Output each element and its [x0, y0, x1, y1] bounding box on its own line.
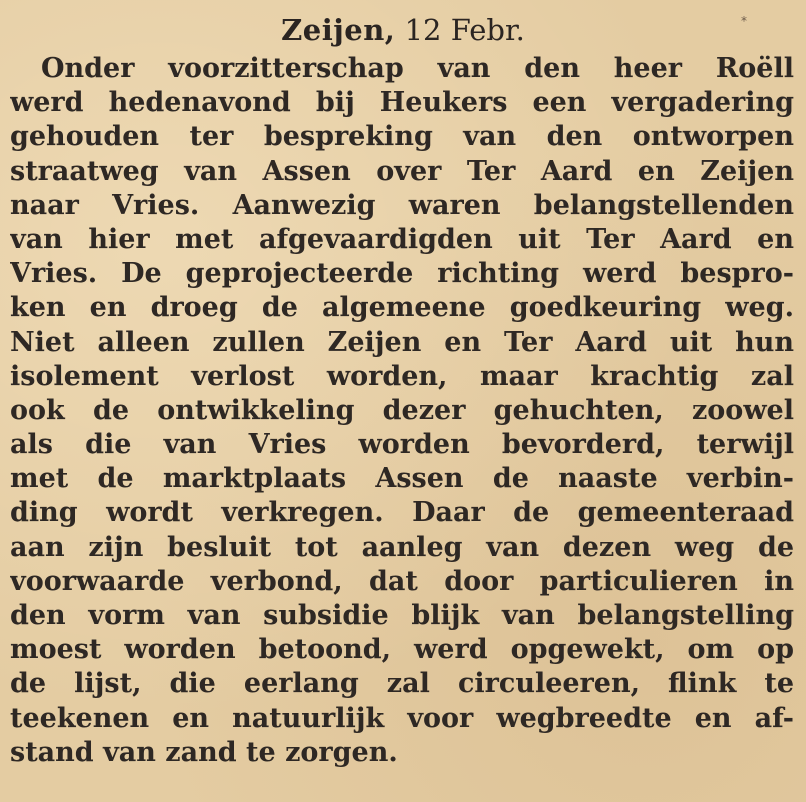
article-line: aan zijn besluit tot aanleg van dezen weg de	[10, 531, 794, 563]
article-headline	[0, 10, 806, 50]
article-line: isolement verlost worden, maar krachtig zal	[10, 360, 794, 392]
article-line: met de marktplaats Assen de naaste verbin-	[10, 463, 794, 495]
article-line: den vorm van subsidie blijk van belangstelling	[10, 600, 794, 631]
article-line: naar Vries. Aanwezig waren belangstellenden	[10, 189, 794, 221]
article-line: als die van Vries worden bevorderd, terwijl	[10, 429, 794, 461]
article-line: de lijst, die eerlang zal circuleeren, flink te	[10, 668, 794, 700]
article-line: ding wordt verkregen. Daar de gemeenteraad	[10, 497, 794, 529]
article-body	[10, 52, 794, 770]
article-line: van hier met afgevaardigden uit Ter Aard en	[10, 223, 794, 255]
print-mark: *	[741, 14, 747, 28]
headline-place: Zeijen,	[281, 13, 396, 47]
article-line: Vries. De geprojecteerde richting werd bespro-	[10, 258, 794, 290]
article-line: moest worden betoond, werd opgewekt, om op	[10, 634, 794, 666]
headline-date: 12 Febr.	[404, 13, 525, 47]
article-line: gehouden ter bespreking van den ontworpen	[10, 121, 794, 153]
article-line: ook de ontwikkeling dezer gehuchten, zoowel	[10, 394, 794, 426]
article-line: straatweg van Assen over Ter Aard en Zeijen	[10, 155, 794, 187]
article-line: ken en droeg de algemeene goedkeuring weg.	[10, 292, 794, 324]
article-line: teekenen en natuurlijk voor wegbreedte en af-	[10, 702, 794, 734]
article-line: stand van zand te zorgen.	[10, 736, 398, 768]
article-line: Niet alleen zullen Zeijen en Ter Aard uit hun	[10, 326, 794, 358]
article-line: Onder voorzitterschap van den heer Roëll	[41, 53, 794, 84]
article-line: voorwaarde verbond, dat door particulieren in	[10, 565, 794, 597]
article-line: werd hedenavond bij Heukers een vergadering	[10, 87, 794, 119]
